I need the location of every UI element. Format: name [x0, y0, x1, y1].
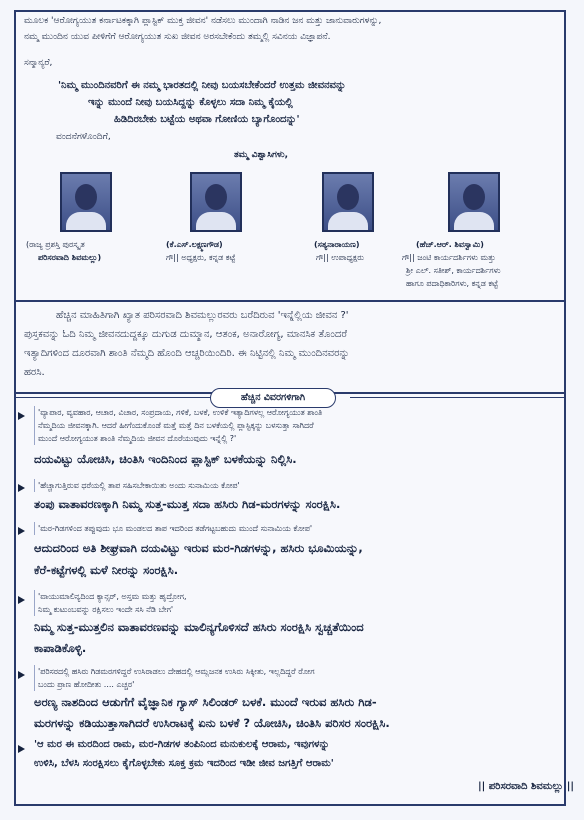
details-heading: ಹೆಚ್ಚಿನ ವಿವರಗಳಿಗಾಗಿ — [210, 388, 336, 408]
book-line-1: ಹೆಚ್ಚಿನ ಮಾಹಿತಿಗಾಗಿ ಖ್ಯಾತ ಪರಿಸರವಾದಿ ಶಿವಮಲ್ಲುರವರು ಬರೆದಿರುವ 'ಇನ್ನೆಲ್ಲಿಯ ಜೀವನ ?' — [56, 310, 349, 321]
item-4-answer-line-1: ನಿಮ್ಮ ಸುತ್ತ-ಮುತ್ತಲಿನ ವಾತಾವರಣವನ್ನು ಮಾಲಿನ್ಯಗೊಳಿಸದೆ ಹಸಿರು ಸಂರಕ್ಷಿಸಿ ಸ್ವಚ್ಚತೆಯಿಂದ — [34, 620, 364, 634]
item-6-quote-line-1: 'ಆ ಮರ ಈ ಮರದಿಂದ ರಾಮ, ಮರ-ಗಿಡಗಳ ತಂಪಿನಿಂದ ಮನುಕುಲಕ್ಕೆ ಆರಾಮ, ಇವುಗಳನ್ನು — [34, 739, 330, 750]
item-1-quote-line-3: ಮುಂದೆ ಆರೋಗ್ಯಯುತ ಶಾಂತಿ ನೆಮ್ಮದಿಯ ಜೀವನ ದೊರೆಯುವುದು ಇನ್ನೆಲ್ಲಿ ?' — [38, 434, 237, 443]
item-3-quote — [34, 522, 554, 535]
item-1-quote-line-2: ನೆಮ್ಮದಿಯ ಜೀವನಕ್ಕಾಗಿ. ಆದರೆ ಹೀಗೆಂದುಕೊಂಡೆ ಮತ್ತೆ ಮತ್ತೆ ದಿನ ಬಳಕೆಯಲ್ಲಿ ಪ್ಲಾಸ್ಟಿಕ್ಕನ್ನು ಬಳಸುತ್ತಾ ಸಾಗಿದರೆ — [38, 421, 314, 430]
item-3-answer-line-2: ಕೆರೆ-ಕಟ್ಟೆಗಳಲ್ಲಿ ಮಳೆ ನೀರನ್ನು ಸಂರಕ್ಷಿಸಿ. — [34, 563, 179, 577]
person-1-role: ಪರಿಸರವಾದಿ ಶಿವಮಲ್ಲು) — [38, 253, 102, 262]
item-6-quote-line-2: ಉಳಿಸಿ, ಬೆಳಸಿ ಸಂರಕ್ಷಿಸಲು ಕೈಗೊಳ್ಳಬೇಕು ಸೂಕ್ತ ಕ್ರಮ ಇದರಿಂದ ಇಡೀ ಜೀವ ಜಗತ್ತಿಗೆ ಆರಾಮ' — [34, 758, 334, 769]
item-4-answer-line-2: ಕಾಪಾಡಿಕೊಳ್ಳಿ. — [34, 641, 87, 655]
greeting: ಸನ್ಮಾನ್ಯರೆ, — [24, 58, 53, 68]
person-2-role: ಗೌ|| ಅಧ್ಯಕ್ಷರು, ಕನ್ನಡ ಕಟ್ಟೆ — [166, 253, 236, 262]
person-4-role: ಗೌ|| ಜಂಟಿ ಕಾರ್ಯದರ್ಶಿಗಳು ಮತ್ತು — [402, 253, 496, 262]
quote-line-3: ಹಿಡಿದಿರಬೇಕು ಬಟ್ಟೆಯ ಅಥವಾ ಗೋಣಿಯ ಬ್ಯಾಗೊಂದನ್ನು' — [114, 114, 300, 125]
item-5-quote-line-2: ಬಂದು ಪ್ರಾಣ ಹೋದೀತು .... ಎಚ್ಚರ' — [38, 680, 135, 689]
portrait-photo-1 — [60, 172, 112, 232]
appeal-section — [16, 12, 564, 302]
item-3-quote-line-1: 'ಮರ-ಗಿಡಗಳಿಂದ ತಪ್ಪುವುದು ಭೂ ಮಂಡಲದ ತಾಪ ಇದರಿಂದ ತಡೆಗಟ್ಟಬಹುದು ಮುಂದೆ ಸುನಾಮಿಯ ಕೋಪ' — [38, 524, 313, 533]
portrait-photo-2 — [190, 172, 242, 232]
item-4-quote — [34, 590, 554, 616]
bullet-arrow-icon — [18, 484, 25, 492]
item-1-answer-line-1: ದಯವಿಟ್ಟು ಯೋಚಿಸಿ, ಚಿಂತಿಸಿ ಇಂದಿನಿಂದ ಪ್ಲಾಸ್ಟಿಕ್ ಬಳಕೆಯನ್ನು ನಿಲ್ಲಿಸಿ. — [34, 452, 297, 466]
signatories-title: ತಮ್ಮ ವಿಶ್ವಾಸಿಗಳು, — [234, 150, 289, 160]
bullet-arrow-icon — [18, 671, 25, 679]
item-1-quote-line-1: 'ವ್ಯಾಪಾರ, ವ್ಯವಹಾರ, ಆಚಾರ, ವಿಚಾರ, ಸಂಪ್ರದಾಯ, ಗಳಿಕೆ, ಬಳಕೆ, ಉಳಿಕೆ ಇತ್ಯಾದಿಗಳಲ್ಲ ಆರೋಗ್ಯಯುತ ಶಾಂತಿ — [38, 408, 323, 417]
item-5-answer-line-1: ಅರಣ್ಯ ನಾಶದಿಂದ ಆಡುಗೆಗೆ ವೈಜ್ಞಾನಿಕ ಗ್ಯಾಸ್ ಸಿಲಿಂಡರ್ ಬಳಕೆ. ಮುಂದೆ ಇರುವ ಹಸಿರು ಗಿಡ- — [34, 695, 377, 709]
person-1-name: (ರಾಜ್ಯ ಪ್ರಶಸ್ತಿ ಪುರಸ್ಕೃತ — [26, 240, 85, 249]
item-2-quote-line-1: 'ಹೆಚ್ಚಾಗುತ್ತಿರುವ ಧರೆಯಲ್ಲಿ ತಾಪ ಸಹಿಸಬೇಕಾಯಿತು ಅಂದು ಸುನಾಮಿಯ ಕೋಪ' — [38, 481, 240, 490]
portrait-photo-4 — [448, 172, 500, 232]
bullet-arrow-icon — [18, 596, 25, 604]
person-4-role-2: ಶ್ರೀ ಎಲ್. ಸತೀಶ್, ಕಾರ್ಯದರ್ಶಿಗಳು — [406, 266, 501, 275]
item-2-answer-line-1: ತಂಪು ವಾತಾವರಣಕ್ಕಾಗಿ ನಿಮ್ಮ ಸುತ್ತ-ಮುತ್ತ ಸದಾ ಹಸಿರು ಗಿಡ-ಮರಗಳನ್ನು ಸಂರಕ್ಷಿಸಿ. — [34, 497, 341, 511]
item-4-quote-line-1: 'ವಾಯುಮಾಲಿನ್ಯದಿಂದ ಕ್ಯಾನ್ಸರ್, ಅಸ್ತಮ ಮತ್ತು ಹೃದ್ರೋಗ, — [38, 592, 187, 601]
person-3-role: ಗೌ|| ಉಪಾಧ್ಯಕ್ಷರು — [316, 253, 364, 262]
heading-rule-right — [350, 397, 564, 398]
book-line-2: ಪುಸ್ತಕವನ್ನು ಓದಿ ನಿಮ್ಮ ಜೀವನದುದ್ದಕ್ಕೂ ದುಗುಡ ದುಮ್ಮಾನ, ಆತಂಕ, ಅನಾರೋಗ್ಯ, ಮಾನಸಿಕ ತೊಂದರೆ — [24, 329, 348, 340]
person-4-role-3: ಹಾಗೂ ಪದಾಧಿಕಾರಿಗಳು, ಕನ್ನಡ ಕಟ್ಟೆ — [406, 279, 499, 288]
portrait-photo-3 — [322, 172, 374, 232]
bullet-arrow-icon — [18, 745, 25, 753]
book-line-3: ಇತ್ಯಾದಿಗಳಿಂದ ದೂರವಾಗಿ ಶಾಂತಿ ನೆಮ್ಮದಿ ಹೊಂದಿ ಆಚ್ಚರಿಯಿಂದಿರಿ. ಈ ನಿಟ್ಟಿನಲ್ಲಿ ನಿಮ್ಮ ಮುಂದಿನವರನ್ನು — [24, 348, 350, 359]
item-3-answer-line-1: ಆದುದರಿಂದ ಅತಿ ಶೀಘ್ರವಾಗಿ ದಯವಿಟ್ಟು ಇರುವ ಮರ-ಗಿಡಗಳನ್ನು, ಹಸಿರು ಭೂಮಿಯನ್ನು, — [34, 541, 363, 555]
book-recommendation — [16, 302, 564, 394]
bullet-arrow-icon — [18, 527, 25, 535]
intro-line-2: ನಮ್ಮ ಮುಂದಿನ ಯುವ ಪೀಳಿಗೆಗೆ ಆರೋಗ್ಯಯುತ ಸುಖ ಜೀವನ ಅರಸಬೇಕೆಂದು ತಮ್ಮಲ್ಲಿ ಸವಿನಯ ವಿಜ್ಞಾಪನೆ. — [24, 32, 331, 42]
item-1-quote — [34, 406, 554, 445]
person-3-name: (ಸತ್ಯನಾರಾಯಣ) — [314, 240, 360, 249]
person-2-name: (ಕೆ.ಎಸ್.ಲಕ್ಷ್ಮಣಗೌಡ) — [166, 240, 223, 249]
signature: || ಪರಿಸರವಾದಿ ಶಿವಮಲ್ಲು || — [477, 781, 574, 792]
person-4-name: (ಹೆಚ್.ಆರ್. ಶಿವಸ್ವಾಮಿ) — [416, 240, 484, 249]
quote-line-2: ಇನ್ನು ಮುಂದೆ ನೀವು ಬಯಸಿದ್ದನ್ನು ಕೊಳ್ಳಲು ಸದಾ ನಿಮ್ಮ ಕೈಯಲ್ಲಿ — [88, 97, 293, 108]
item-5-quote-line-1: 'ಪರಿಸರದಲ್ಲಿ ಹಸಿರು ಗಿಡಮರಗಳಿದ್ದರೆ ಉಸಿರಾಡಲು ದೇಹದಲ್ಲಿ ಆಮ್ಲಜನಕ ಉಸಿರು ಸಿಕ್ಕೀತು, ಇಲ್ಲದಿದ್ದರೆ ರೋಗ — [38, 667, 315, 676]
item-5-answer-line-2: ಮರಗಳನ್ನು ಕಡಿಯುತ್ತಾಸಾಗಿದರೆ ಉಸಿರಾಟಕ್ಕೆ ಏನು ಬಳಕೆ ? ಯೋಚಿಸಿ, ಚಿಂತಿಸಿ ಪರಿಸರ ಸಂರಕ್ಷಿಸಿ. — [34, 716, 390, 730]
regards: ವಂದನೆಗಳೊಂದಿಗೆ, — [56, 132, 111, 142]
item-5-quote — [34, 665, 554, 691]
bullet-arrow-icon — [18, 412, 25, 420]
book-line-4: ಹರಸಿ. — [24, 367, 45, 378]
intro-line-1: ಮೂಲಕ 'ಆರೋಗ್ಯಯುತ ಕರ್ನಾಟಕಕ್ಕಾಗಿ ಪ್ಲಾಸ್ಟಿಕ್ ಮುಕ್ತ ಜೀವನ' ನಡೆಸಲು ಮುಂದಾಗಿ ನಾಡಿನ ಜನ ಮತ್ತು ಜಾನುವಾರುಗಳನ್ನು, — [24, 16, 382, 26]
quote-line-1: 'ನಿಮ್ಮ ಮುಂದಿನವರಿಗೆ ಈ ನಮ್ಮ ಭಾರತದಲ್ಲಿ ನೀವು ಬಯಸಬೇಕೆಂದರೆ ಉತ್ತಮ ಜೀವನವನ್ನು — [58, 80, 347, 91]
heading-rule-left — [16, 397, 224, 398]
item-2-quote — [34, 479, 554, 492]
item-4-quote-line-2: ನಿಮ್ಮ ಕುಟುಂಬವನ್ನು ರಕ್ಷಿಸಲು ಇಂದೇ ಸಸಿ ನೆಡಿ ಬೇಗ' — [38, 605, 174, 614]
